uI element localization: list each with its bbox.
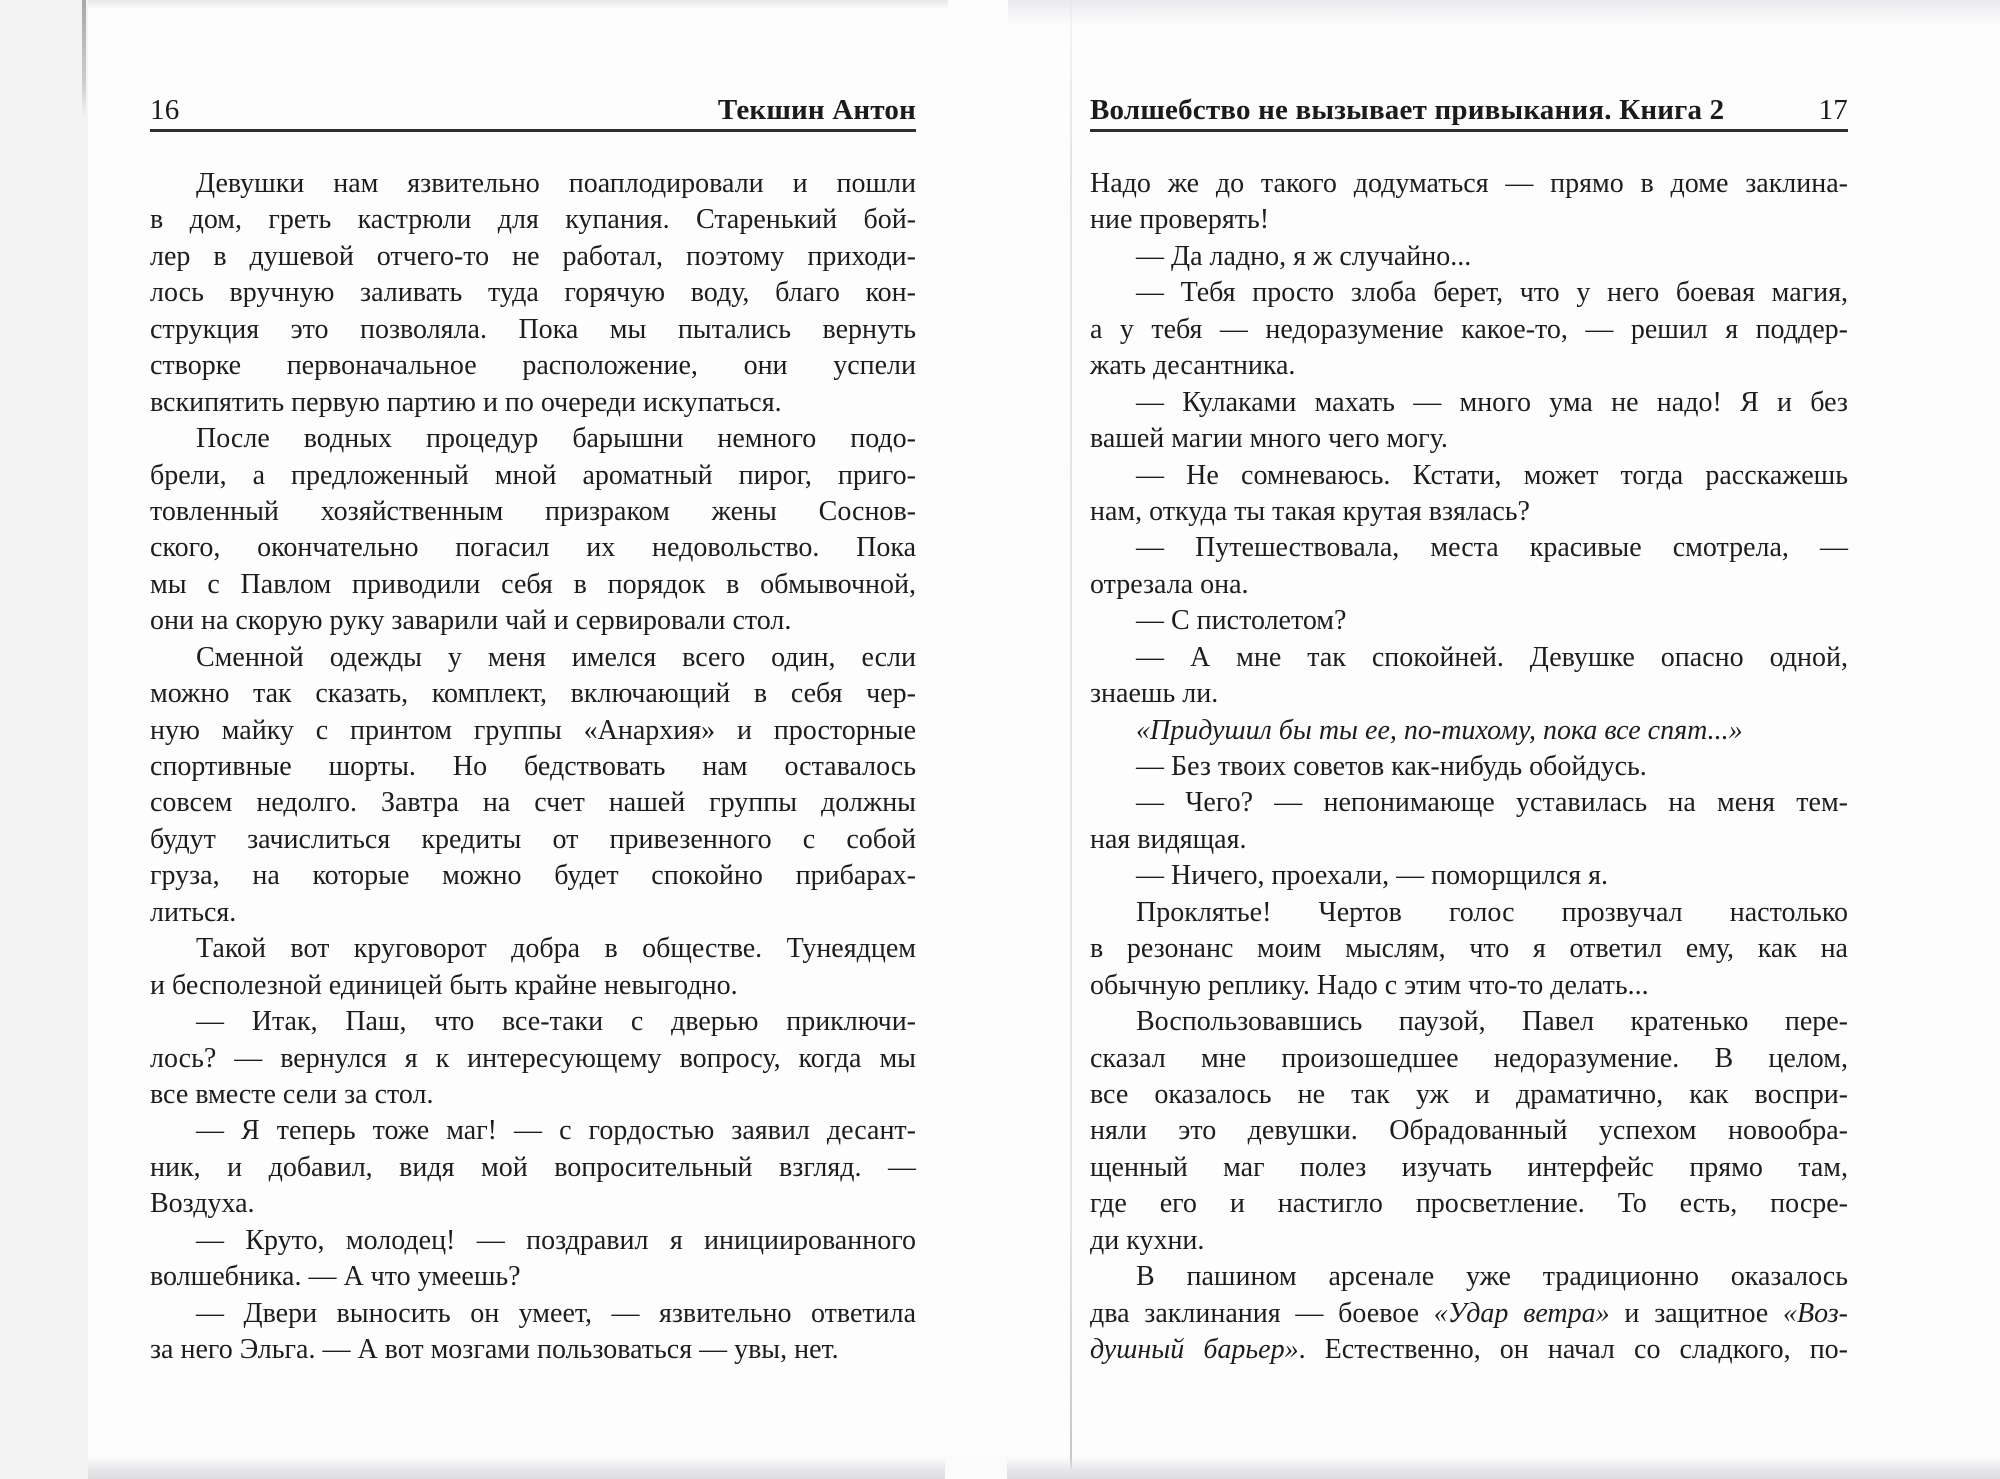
text-line: створке первоначальное расположение, они успели [150, 350, 916, 382]
page-body-right [1090, 166, 1848, 1368]
text-line: Воздуха. [150, 1188, 255, 1220]
text-line: груза, на которые можно будет спокойно прибарах- [150, 860, 916, 892]
text-line: нам, откуда ты такая крутая взялась? [1090, 495, 1530, 527]
scanner-margin [0, 0, 88, 1479]
text-line: — Итак, Паш, что все-таки с дверью приключи- [196, 1006, 916, 1038]
spread-gutter-line [1070, 0, 1072, 1479]
text-line: щенный маг полез изучать интерфейс прямо там, [1090, 1151, 1848, 1183]
header-rule-right [1090, 129, 1848, 132]
page-right [1090, 0, 1848, 1479]
text-line: ную майку с принтом группы «Анархия» и просторные [150, 714, 916, 746]
text-line: няли это девушки. Обрадованный успехом новообра- [1090, 1115, 1848, 1147]
text-line: за него Эльга. — А вот мозгами пользоваться — увы, нет. [150, 1334, 839, 1365]
text-line: лось вручную заливать туда горячую воду, благо кон- [150, 277, 916, 309]
text-line: — Тебя просто злоба берет, что у него боевая магия, [1136, 277, 1848, 309]
text-line: все оказалось не так уж и драматично, как воспри- [1090, 1078, 1848, 1110]
text-line: — А мне так спокойней. Девушке опасно одной, [1136, 641, 1848, 673]
text-line: ского, окончательно погасил их недовольство. Пока [150, 532, 916, 564]
text-line: спортивные шорты. Но бедствовать нам оставалось [150, 751, 916, 782]
text-line: — Чего? — непонимающе уставилась на меня тем- [1136, 787, 1848, 819]
text-line: — С пистолетом? [1136, 605, 1347, 637]
text-line: — Я теперь тоже маг! — с гордостью заявил десант- [196, 1115, 916, 1147]
text-line: мы с Павлом приводили себя в порядок в обмывочной, [150, 568, 916, 600]
text-line: — Двери выносить он умеет, — язвительно ответила [196, 1297, 916, 1329]
text-line: литься. [150, 896, 237, 928]
text-line: и бесполезной единицей быть крайне невыгодно. [150, 969, 738, 1001]
text-line: вскипятить первую партию и по очереди искупаться. [150, 386, 782, 418]
text-line: брели, а предложенный мной ароматный пирог, приго- [150, 459, 916, 491]
text-line: лер в душевой отчего-то не работал, поэтому приходи- [150, 240, 916, 272]
text-line: Надо же до такого додуматься — прямо в доме заклина- [1090, 168, 1848, 199]
text-line: «Придушил бы ты ее, по-тихому, пока все спят...» [1136, 714, 1743, 746]
gutter-bottom-gap [945, 1456, 1007, 1479]
text-line: они на скорую руку заварили чай и сервировали стол. [150, 605, 792, 637]
text-line: товленный хозяйственным призраком жены Соснов- [150, 495, 916, 527]
text-line: ная видящая. [1090, 823, 1247, 855]
text-line: ник, и добавил, видя мой вопросительный взгляд. — [150, 1151, 916, 1183]
text-line: — Не сомневаюсь. Кстати, может тогда расскажешь [1136, 459, 1848, 491]
page-left [150, 0, 916, 1479]
text-line: лось? — вернулся я к интересующему вопросу, когда мы [150, 1042, 916, 1074]
text-line: — Круто, молодец! — поздравил я инициированного [196, 1224, 916, 1256]
text-line: в резонанс моим мыслям, что я ответил ему, как на [1090, 933, 1848, 965]
text-line: жать десантника. [1090, 350, 1296, 382]
text-line: — Да ладно, я ж случайно... [1136, 240, 1472, 272]
text-line: В пашином арсенале уже традиционно оказалось [1136, 1261, 1848, 1293]
text-line: будут зачислиться кредиты от привезенного с собой [150, 823, 916, 855]
text-line: — Путешествовала, места красивые смотрела, — [1136, 532, 1848, 564]
page-body-left [150, 166, 916, 1368]
page-number-left: 16 [150, 94, 180, 126]
text-line: обычную реплику. Надо с этим что-то делать... [1090, 969, 1649, 1001]
header-rule-left [150, 129, 916, 132]
text-line: Такой вот круговорот добра в обществе. Тунеядцем [196, 933, 916, 965]
text-line: — Без твоих советов как-нибудь обойдусь. [1136, 751, 1647, 782]
text-line: После водных процедур барышни немного подо- [196, 423, 916, 455]
text-line: где его и настигло просветление. То есть, посре- [1090, 1188, 1848, 1220]
text-line: Сменной одежды у меня имелся всего один, если [196, 641, 916, 673]
running-header-author: Текшин Антон [717, 94, 916, 126]
text-line: два заклинания — боевое «Удар ветра» и защитное «Воз- [1090, 1297, 1848, 1329]
text-line: вашей магии много чего могу. [1090, 423, 1448, 455]
text-line: Воспользовавшись паузой, Павел кратенько пере- [1136, 1006, 1848, 1038]
text-line: Проклятье! Чертов голос прозвучал настолько [1136, 896, 1848, 928]
text-line: а у тебя — недоразумение какое-то, — решил я поддер- [1090, 313, 1848, 345]
text-line: — Кулаками махать — много ума не надо! Я и без [1136, 386, 1848, 418]
text-line: Девушки нам язвительно поаплодировали и пошли [196, 168, 916, 199]
page-edge-shadow [82, 0, 86, 118]
running-header-title: Волшебство не вызывает привыкания. Книга 2 [1090, 94, 1725, 126]
text-line: ди кухни. [1090, 1224, 1205, 1256]
page-number-right: 17 [1818, 94, 1848, 126]
text-line: — Ничего, проехали, — поморщился я. [1136, 860, 1609, 892]
running-head-right [1090, 92, 1848, 129]
running-head-left [150, 92, 916, 129]
text-line: знаешь ли. [1090, 678, 1219, 710]
text-line: можно так сказать, комплект, включающий в себя чер- [150, 678, 916, 710]
text-line: душный барьер». Естественно, он начал со сладкого, по- [1090, 1334, 1849, 1365]
text-line: отрезала она. [1090, 568, 1249, 600]
text-line: совсем недолго. Завтра на счет нашей группы должны [150, 787, 916, 819]
text-line: все вместе сели за стол. [150, 1078, 434, 1110]
text-line: струкция это позволяла. Пока мы пытались вернуть [150, 313, 916, 345]
text-line: волшебника. — А что умеешь? [150, 1261, 521, 1293]
text-line: ние проверять! [1090, 204, 1270, 236]
text-line: сказал мне произошедшее недоразумение. В целом, [1090, 1042, 1848, 1074]
text-line: в дом, греть кастрюли для купания. Старенький бой- [150, 204, 916, 236]
